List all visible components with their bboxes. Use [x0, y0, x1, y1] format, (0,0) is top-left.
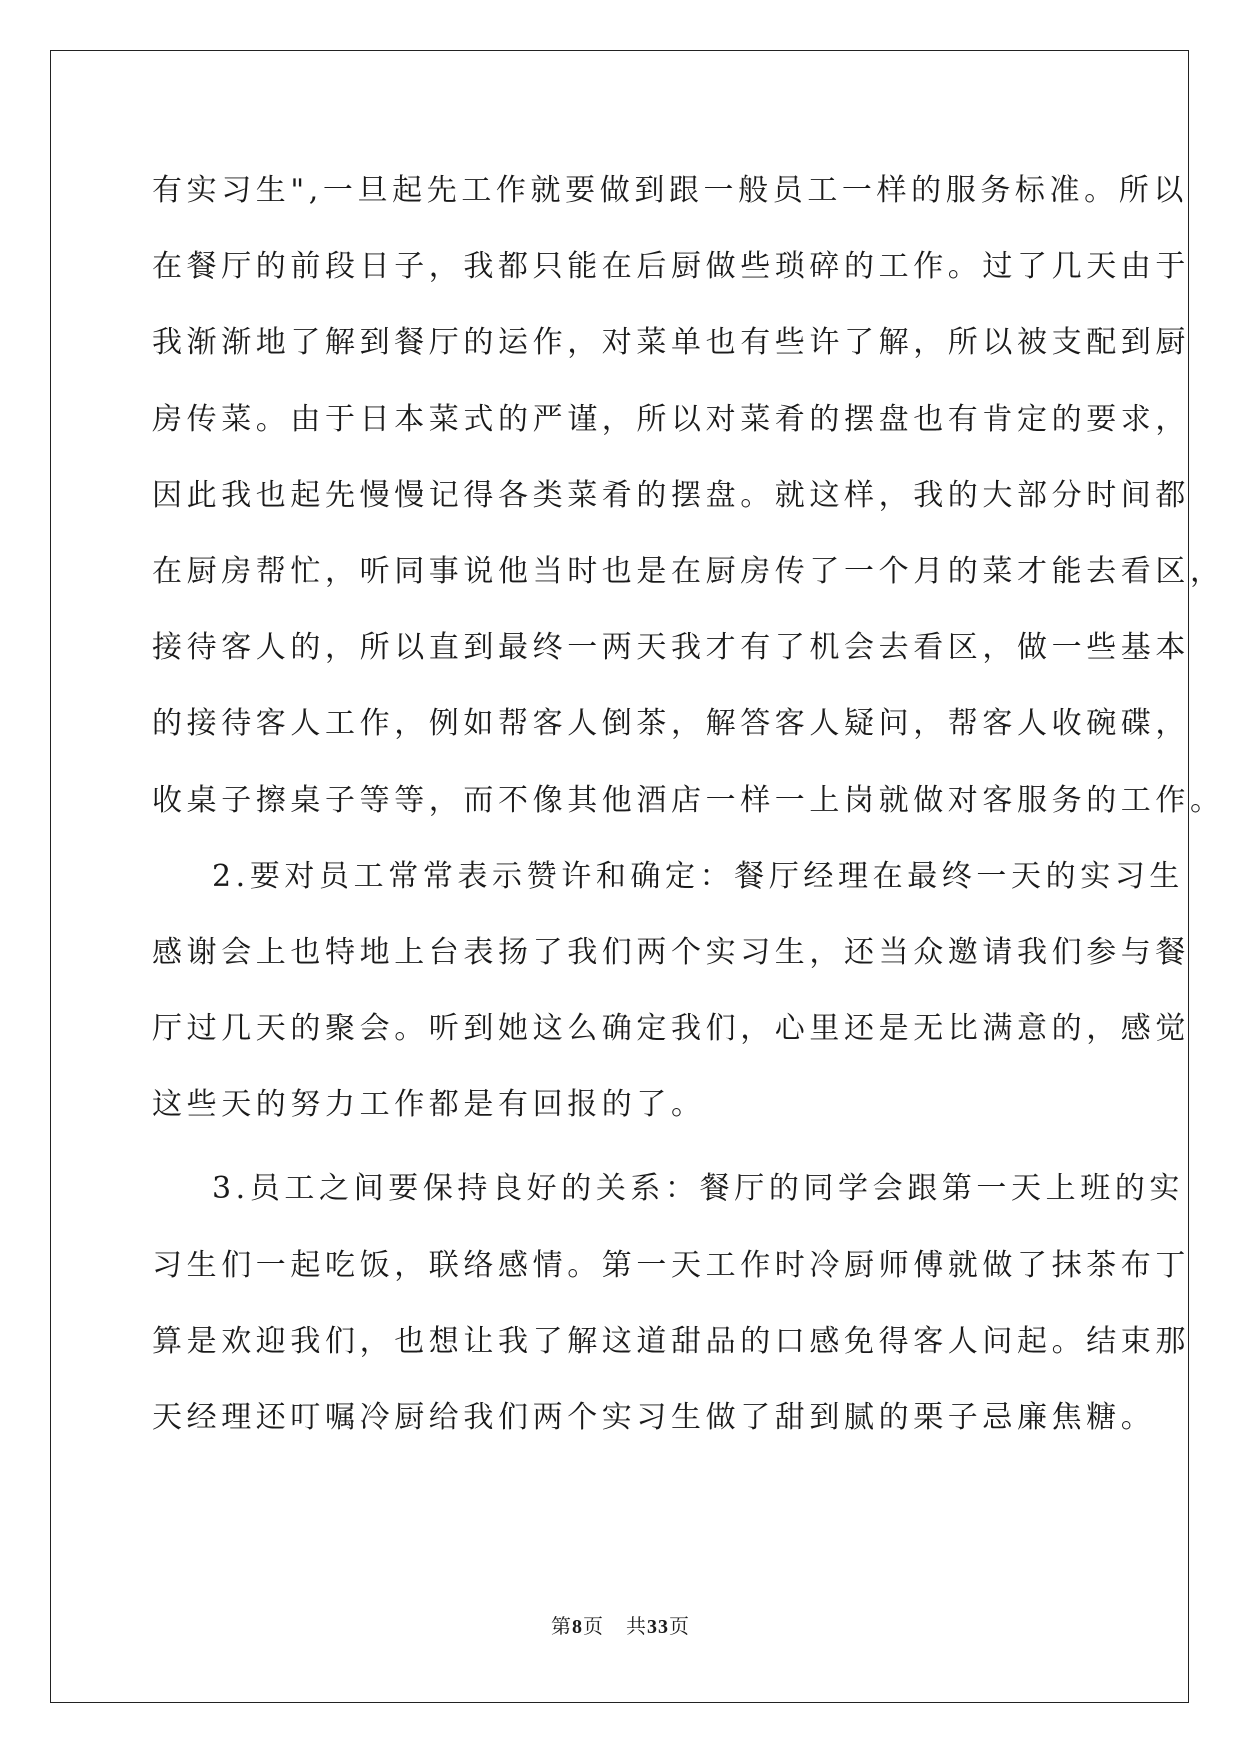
text-line: 我渐渐地了解到餐厅的运作，对菜单也有些许了解，所以被支配到厨	[152, 325, 1190, 361]
document-body	[152, 162, 1225, 1465]
paragraph-2	[152, 848, 1190, 1153]
page-number: 8	[571, 1616, 583, 1638]
text-line: 这些天的努力工作都是有回报的了。	[152, 1087, 706, 1123]
text-line: 习生们一起吃饭，联络感情。第一天工作时冷厨师傅就做了抹茶布丁	[152, 1247, 1190, 1283]
text-line: 2.要对员工常常表示赞许和确定：餐厅经理在最终一天的实习生	[212, 858, 1185, 894]
paragraph-3	[152, 1160, 1190, 1465]
text-line: 3.员工之间要保持良好的关系：餐厅的同学会跟第一天上班的实	[212, 1171, 1185, 1207]
text-line: 的接待客人工作，例如帮客人倒茶，解答客人疑问，帮客人收碗碟，	[152, 706, 1190, 742]
text-line: 天经理还叮嘱冷厨给我们两个实习生做了甜到腻的栗子忌廉焦糖。	[152, 1400, 1156, 1435]
text-line: 在厨房帮忙，听同事说他当时也是在厨房传了一个月的菜才能去看区，	[152, 553, 1225, 589]
text-line: 收桌子擦桌子等等，而不像其他酒店一样一上岗就做对客服务的工作。	[152, 782, 1225, 818]
page-suffix: 页	[582, 1614, 604, 1638]
text-line: 在餐厅的前段日子，我都只能在后厨做些琐碎的工作。过了几天由于	[152, 249, 1190, 285]
paragraph-1	[152, 162, 1225, 848]
text-line: 因此我也起先慢慢记得各类菜肴的摆盘。就这样，我的大部分时间都	[152, 477, 1190, 513]
text-line: 接待客人的，所以直到最终一两天我才有了机会去看区，做一些基本	[152, 630, 1190, 666]
total-prefix: 共	[626, 1614, 648, 1638]
total-suffix: 页	[669, 1614, 691, 1638]
text-line: 算是欢迎我们，也想让我了解这道甜品的口感免得客人问起。结束那	[152, 1323, 1190, 1359]
text-line: 感谢会上也特地上台表扬了我们两个实习生，还当众邀请我们参与餐	[152, 934, 1190, 970]
text-line: 房传菜。由于日本菜式的严谨，所以对菜肴的摆盘也有肯定的要求，	[152, 401, 1190, 437]
page-prefix: 第	[550, 1614, 572, 1638]
text-line: 有实习生",一旦起先工作就要做到跟一般员工一样的服务标准。所以	[152, 173, 1188, 208]
total-pages: 33	[647, 1616, 670, 1638]
text-line: 厅过几天的聚会。听到她这么确定我们，心里还是无比满意的，感觉	[152, 1011, 1190, 1047]
page-footer	[0, 1610, 1241, 1639]
